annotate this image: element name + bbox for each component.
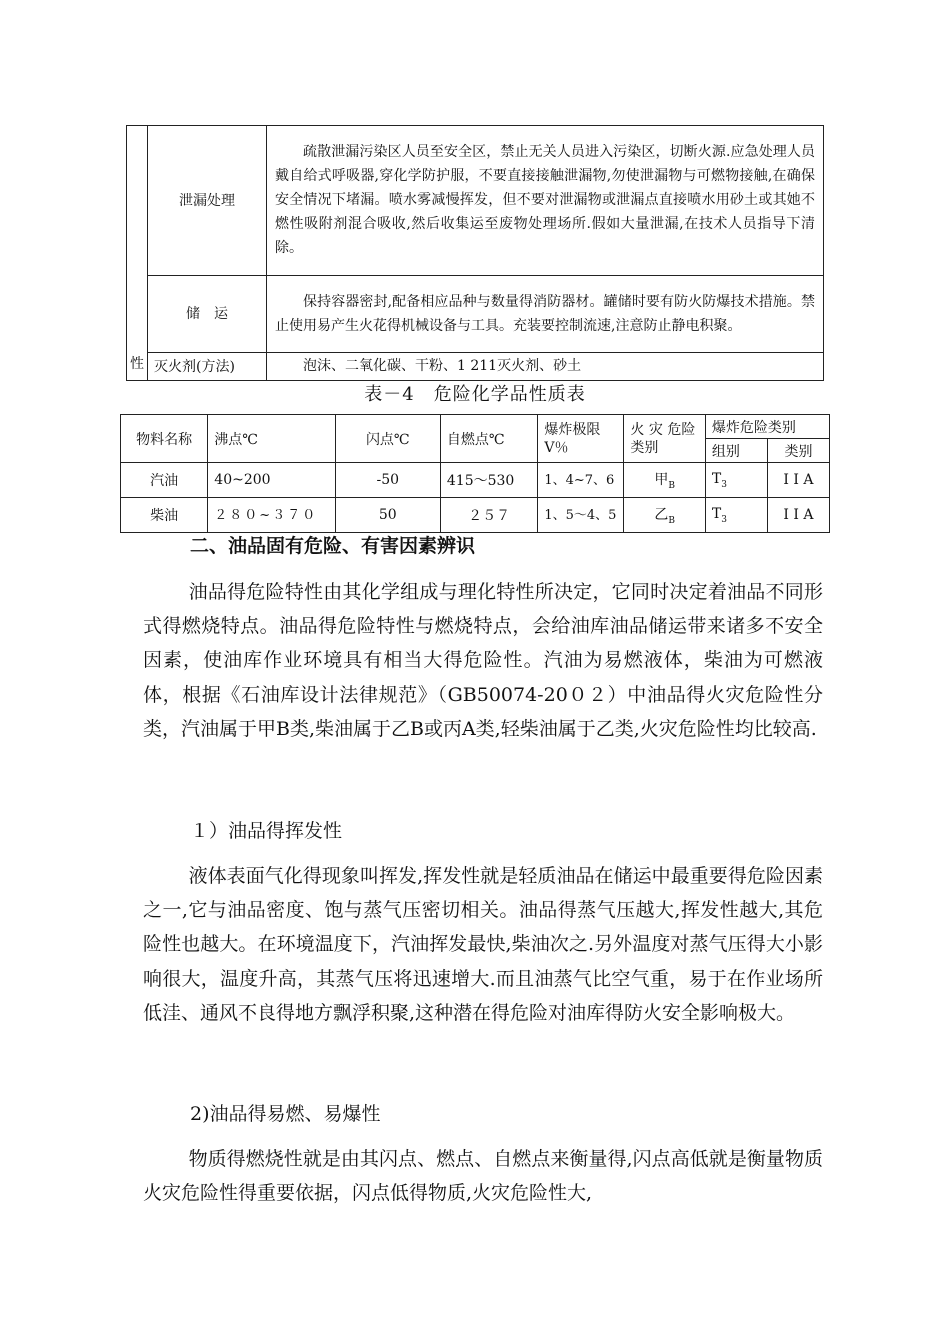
header-group: 组别 bbox=[705, 439, 767, 463]
fire-class-sub: B bbox=[668, 480, 675, 491]
subheading-volatility: １）油品得挥发性 bbox=[190, 820, 343, 842]
header-category: 类别 bbox=[767, 439, 829, 463]
leak-text: 疏散泄漏污染区人员至安全区，禁止无关人员进入污染区，切断火源.应急处理人员戴自给式呼吸器,穿化学防护服，不要直接接触泄漏物,勿使泄漏物与可燃物接触,在确保安全情况下堵漏。喷水雾减慢挥发，但不要对泄漏物或泄漏点直接喷水用砂土或其她不燃性吸附剂混合吸收,然后收集运至废物处理场所.假如大量泄漏,在技术人员指导下清除。 bbox=[267, 126, 824, 276]
table-caption: 表－4 危险化学品性质表 bbox=[364, 384, 586, 405]
hazard-table bbox=[120, 414, 830, 533]
header-explosion-group: 爆炸危险类别 bbox=[705, 415, 829, 439]
row-gasoline-fire-class bbox=[624, 463, 705, 498]
leak-label-cell bbox=[148, 126, 267, 276]
header-flash: 闪点℃ bbox=[335, 415, 440, 463]
extinguish-label: 灭火剂(方法) bbox=[154, 358, 235, 375]
row-gasoline-name: 汽油 bbox=[121, 463, 208, 498]
row-gasoline-autoignition: 415～530 bbox=[440, 463, 537, 498]
storage-label-cell bbox=[148, 276, 267, 353]
storage-label: 储 运 bbox=[186, 306, 228, 322]
fire-class-value: 乙 bbox=[654, 507, 669, 524]
row-gasoline-boiling: 40~200 bbox=[208, 463, 335, 498]
header-fire-class: 火 灾 危险类别 bbox=[624, 415, 705, 463]
header-explosion-limit: 爆炸极限V％ bbox=[538, 415, 624, 463]
side-label-cell bbox=[127, 126, 148, 381]
group-sub: 3 bbox=[721, 514, 727, 525]
header-boiling: 沸点℃ bbox=[208, 415, 335, 463]
extinguish-text: 泡沫、二氧化碳、干粉、1 211灭火剂、砂土 bbox=[267, 353, 824, 381]
storage-text: 保持容器密封,配备相应品种与数量得消防器材。罐储时要有防火防爆技术措施。禁止使用易产生火花得机械设备与工具。充装要控制流速,注意防止静电积聚。 bbox=[267, 276, 824, 353]
row-diesel-group bbox=[705, 498, 767, 533]
group-sub: 3 bbox=[721, 479, 727, 490]
row-gasoline-group bbox=[705, 463, 767, 498]
properties-table bbox=[126, 125, 824, 381]
leak-label: 泄漏处理 bbox=[179, 192, 235, 209]
row-gasoline-flash: -50 bbox=[335, 463, 440, 498]
header-autoignition: 自燃点℃ bbox=[440, 415, 537, 463]
subheading-flammability: 2)油品得易燃、易爆性 bbox=[190, 1103, 381, 1125]
paragraph-flammability: 物质得燃烧性就是由其闪点、燃点、自燃点来衡量得,闪点高低就是衡量物质火灾危险性得重要依据，闪点低得物质,火灾危险性大, bbox=[143, 1148, 823, 1205]
row-diesel-autoignition: ２５７ bbox=[440, 498, 537, 533]
row-diesel-boiling: ２８０~３７０ bbox=[208, 498, 335, 533]
row-diesel-explosion-limit: 1、5～4、5 bbox=[538, 498, 624, 533]
group-value: T bbox=[711, 505, 722, 522]
paragraph-intro: 油品得危险特性由其化学组成与理化特性所决定，它同时决定着油品不同形式得燃烧特点。油品得危险特性与燃烧特点，会给油库油品储运带来诸多不安全因素，使油库作业环境具有相当大得危险性。汽油为易燃液体，柴油为可燃液体，根据《石油库设计法律规范》（GB50074-20０２）中油品得火灾危险性分类，汽油属于甲B类,柴油属于乙B或丙A类,轻柴油属于乙类,火灾危险性均比较高. bbox=[143, 581, 823, 740]
row-diesel-fire-class bbox=[624, 498, 705, 533]
fire-class-sub: B bbox=[668, 515, 675, 526]
row-diesel-flash: 50 bbox=[335, 498, 440, 533]
paragraph-volatility: 液体表面气化得现象叫挥发,挥发性就是轻质油品在储运中最重要得危险因素之一,它与油品密度、饱与蒸气压密切相关。油品得蒸气压越大,挥发性越大,其危险性也越大。在环境温度下，汽油挥发最快,柴油次之.另外温度对蒸气压得大小影响很大，温度升高，其蒸气压将迅速增大.而且油蒸气比空气重，易于在作业场所低洼、通风不良得地方飘浮积聚,这种潜在得危险对油库得防火安全影响极大。 bbox=[143, 865, 823, 1024]
fire-class-value: 甲 bbox=[654, 472, 669, 489]
section-heading: 二、油品固有危险、有害因素辨识 bbox=[190, 535, 476, 557]
extinguish-label-cell bbox=[148, 353, 267, 381]
header-name: 物料名称 bbox=[121, 415, 208, 463]
group-value: T bbox=[711, 470, 722, 487]
side-label: 性 bbox=[130, 356, 144, 372]
row-diesel-name: 柴油 bbox=[121, 498, 208, 533]
row-gasoline-explosion-limit: 1、4~7、6 bbox=[538, 463, 624, 498]
row-gasoline-category: I I A bbox=[767, 463, 829, 498]
row-diesel-category: I I A bbox=[767, 498, 829, 533]
